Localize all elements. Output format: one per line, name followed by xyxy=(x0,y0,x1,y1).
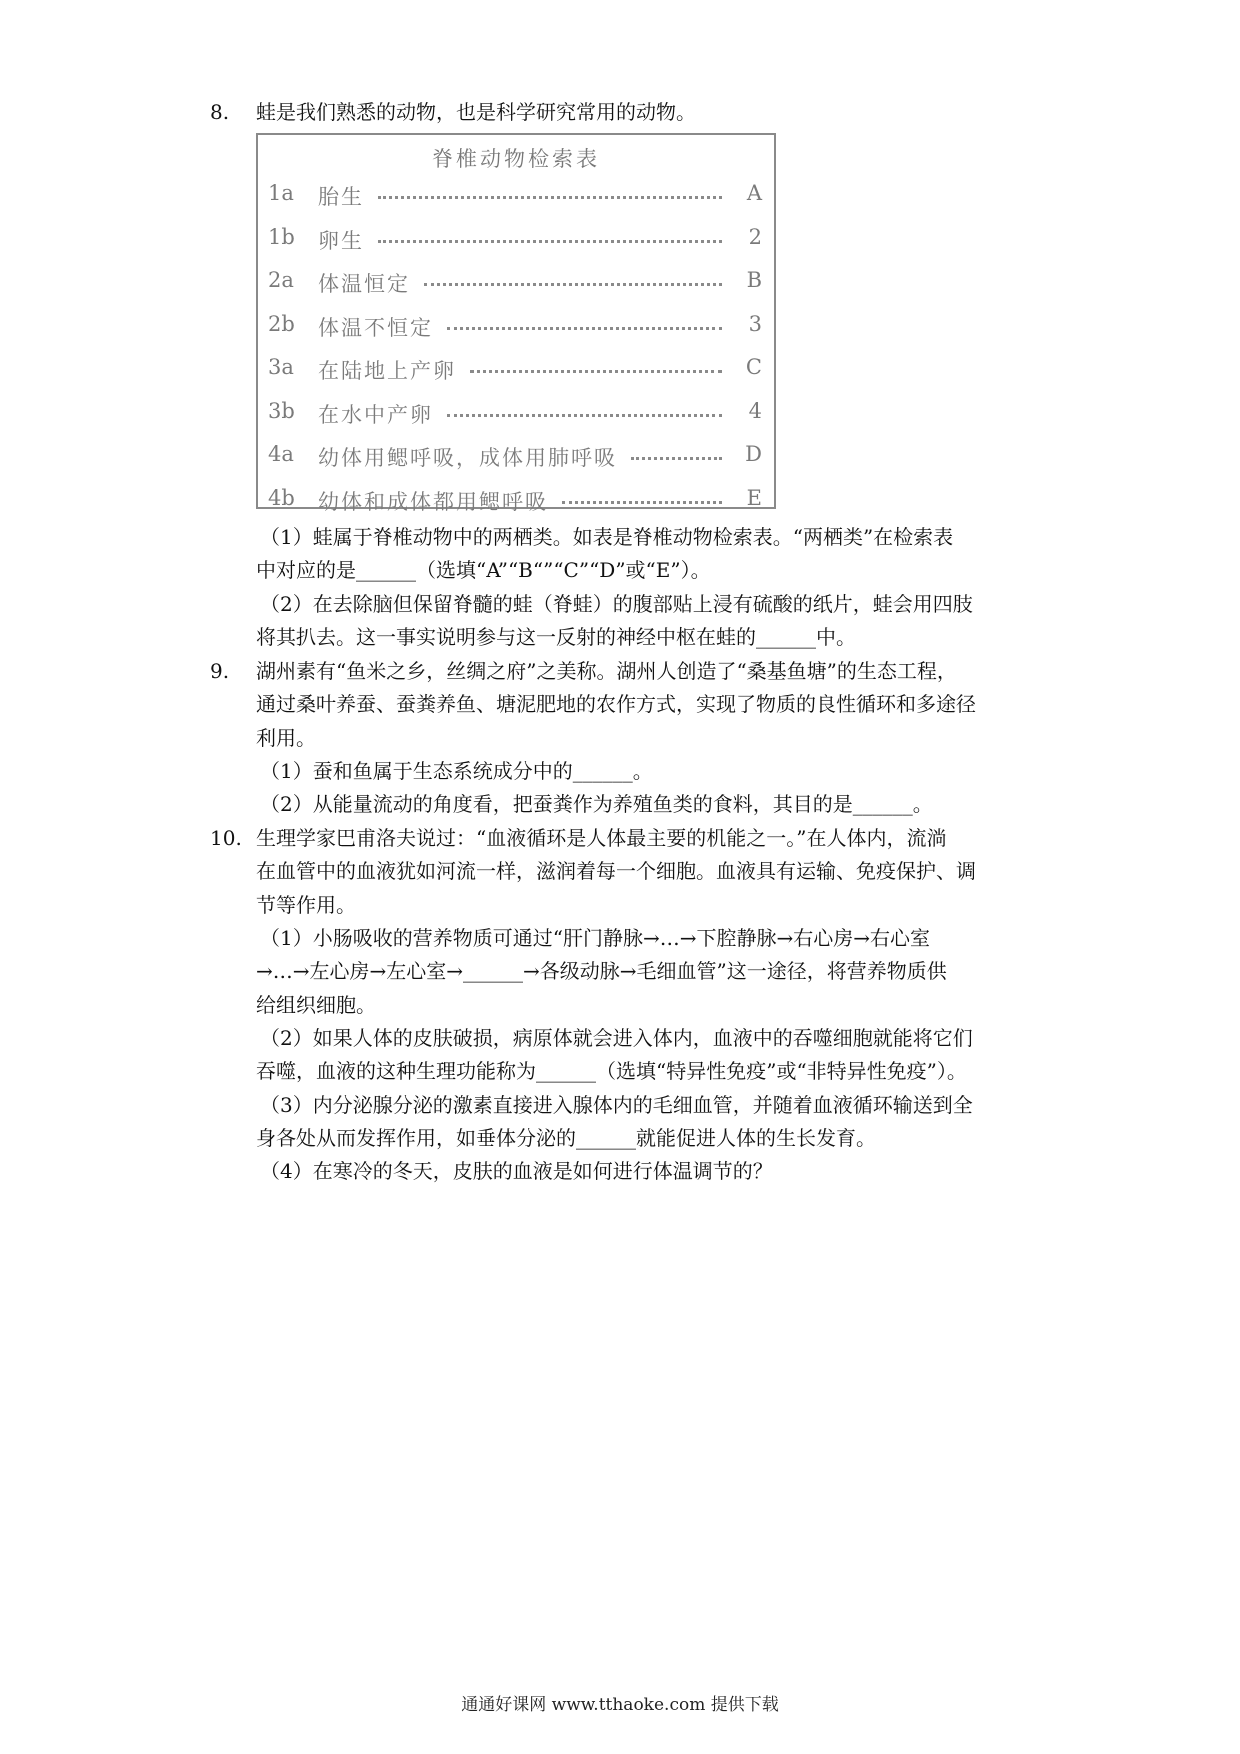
question-10-sub3-line2: 身各处从而发挥作用，如垂体分泌的______就能促进人体的生长发育。 xyxy=(256,1126,876,1150)
question-9-sub2: （2）从能量流动的角度看，把蚕粪作为养殖鱼类的食料，其目的是______。 xyxy=(260,792,933,816)
key-row-result: 4 xyxy=(748,398,762,423)
key-row-text: 在水中产卵 xyxy=(318,402,433,427)
question-10-stem-line2: 在血管中的血液犹如河流一样，滋润着每一个细胞。血液具有运输、免疫保护、调 xyxy=(256,859,976,883)
key-row-leader xyxy=(378,196,722,199)
key-row-leader xyxy=(447,327,722,330)
key-table-row xyxy=(258,181,774,211)
question-8-sub1-line2: 中对应的是______（选填“A”“B“”“C”“D”或“E”）。 xyxy=(256,558,711,582)
question-10-sub1-line2: →…→左心房→左心室→______→各级动脉→毛细血管”这一途径，将营养物质供 xyxy=(256,959,947,983)
key-row-text: 在陆地上产卵 xyxy=(318,359,456,383)
key-row-code: 4b xyxy=(268,485,295,510)
key-row-text: 胎生 xyxy=(318,185,364,209)
key-row-result: 2 xyxy=(748,224,762,249)
key-row-text: 体温恒定 xyxy=(318,272,410,296)
key-table-row xyxy=(258,486,774,516)
question-10-sub1-line1: （1）小肠吸收的营养物质可通过“肝门静脉→…→下腔静脉→右心房→右心室 xyxy=(260,926,930,950)
question-10-sub3-line1: （3）内分泌腺分泌的激素直接进入腺体内的毛细血管，并随着血液循环输送到全 xyxy=(260,1093,973,1117)
key-table-row xyxy=(258,442,774,472)
key-table-row xyxy=(258,355,774,385)
key-row-leader xyxy=(424,283,722,286)
key-row-leader xyxy=(447,414,722,417)
question-8-sub1-line1: （1）蛙属于脊椎动物中的两栖类。如表是脊椎动物检索表。“两栖类”在检索表 xyxy=(260,525,954,549)
key-row-leader xyxy=(562,501,722,504)
question-9-sub1: （1）蚕和鱼属于生态系统成分中的______。 xyxy=(260,759,653,783)
question-10-stem-line3: 节等作用。 xyxy=(256,893,356,917)
key-row-result: D xyxy=(745,442,762,466)
key-row-result: C xyxy=(745,355,762,379)
question-10-number: 10. xyxy=(210,826,242,850)
question-8-number: 8. xyxy=(210,100,230,124)
question-10-sub2-line2: 吞噬，血液的这种生理功能称为______（选填“特异性免疫”或“非特异性免疫”）。 xyxy=(256,1059,967,1083)
question-10-sub1-line3: 给组织细胞。 xyxy=(256,993,376,1017)
key-row-result: A xyxy=(746,181,762,205)
key-row-text: 卵生 xyxy=(318,228,364,253)
question-8-sub2-line2: 将其扒去。这一事实说明参与这一反射的神经中枢在蛙的______中。 xyxy=(256,625,856,649)
key-table-title: 脊椎动物检索表 xyxy=(432,147,600,171)
question-8-sub2-line1: （2）在去除脑但保留脊髓的蛙（脊蛙）的腹部贴上浸有硫酸的纸片，蛙会用四肢 xyxy=(260,592,973,616)
key-row-code: 2b xyxy=(268,311,295,336)
key-row-result: 3 xyxy=(748,311,762,336)
question-10-sub4: （4）在寒冷的冬天，皮肤的血液是如何进行体温调节的？ xyxy=(260,1159,773,1183)
vertebrate-key-table xyxy=(256,133,776,514)
key-row-text: 幼体用鳃呼吸，成体用肺呼吸 xyxy=(318,446,617,470)
question-9-stem-line3: 利用。 xyxy=(256,726,316,750)
key-table-row xyxy=(258,268,774,298)
question-9-number: 9. xyxy=(210,659,230,683)
key-row-result: E xyxy=(746,485,762,510)
key-table-row xyxy=(258,312,774,342)
key-row-code: 2a xyxy=(268,268,294,292)
key-row-text: 幼体和成体都用鳃呼吸 xyxy=(318,489,548,514)
key-row-result: B xyxy=(746,268,762,292)
question-9-stem-line1: 湖州素有“鱼米之乡，丝绸之府”之美称。湖州人创造了“桑基鱼塘”的生态工程， xyxy=(256,659,957,683)
key-row-leader xyxy=(470,370,722,373)
question-10-stem-line1: 生理学家巴甫洛夫说过：“血液循环是人体最主要的机能之一。”在人体内，流淌 xyxy=(256,826,947,850)
key-row-code: 1a xyxy=(268,181,294,205)
page-footer: 通通好课网 www.tthaoke.com 提供下载 xyxy=(461,1695,779,1715)
key-row-code: 3a xyxy=(268,355,294,379)
question-9-stem-line2: 通过桑叶养蚕、蚕粪养鱼、塘泥肥地的农作方式，实现了物质的良性循环和多途径 xyxy=(256,692,976,716)
key-row-text: 体温不恒定 xyxy=(318,315,433,340)
key-row-code: 4a xyxy=(268,442,294,466)
question-10-sub2-line1: （2）如果人体的皮肤破损，病原体就会进入体内，血液中的吞噬细胞就能将它们 xyxy=(260,1026,973,1050)
key-table-row xyxy=(258,399,774,429)
key-row-leader xyxy=(378,240,722,243)
question-8-stem: 蛙是我们熟悉的动物，也是科学研究常用的动物。 xyxy=(256,100,696,124)
key-row-code: 1b xyxy=(268,224,295,249)
key-row-leader xyxy=(631,457,722,460)
key-row-code: 3b xyxy=(268,398,295,423)
key-table-row xyxy=(258,225,774,255)
